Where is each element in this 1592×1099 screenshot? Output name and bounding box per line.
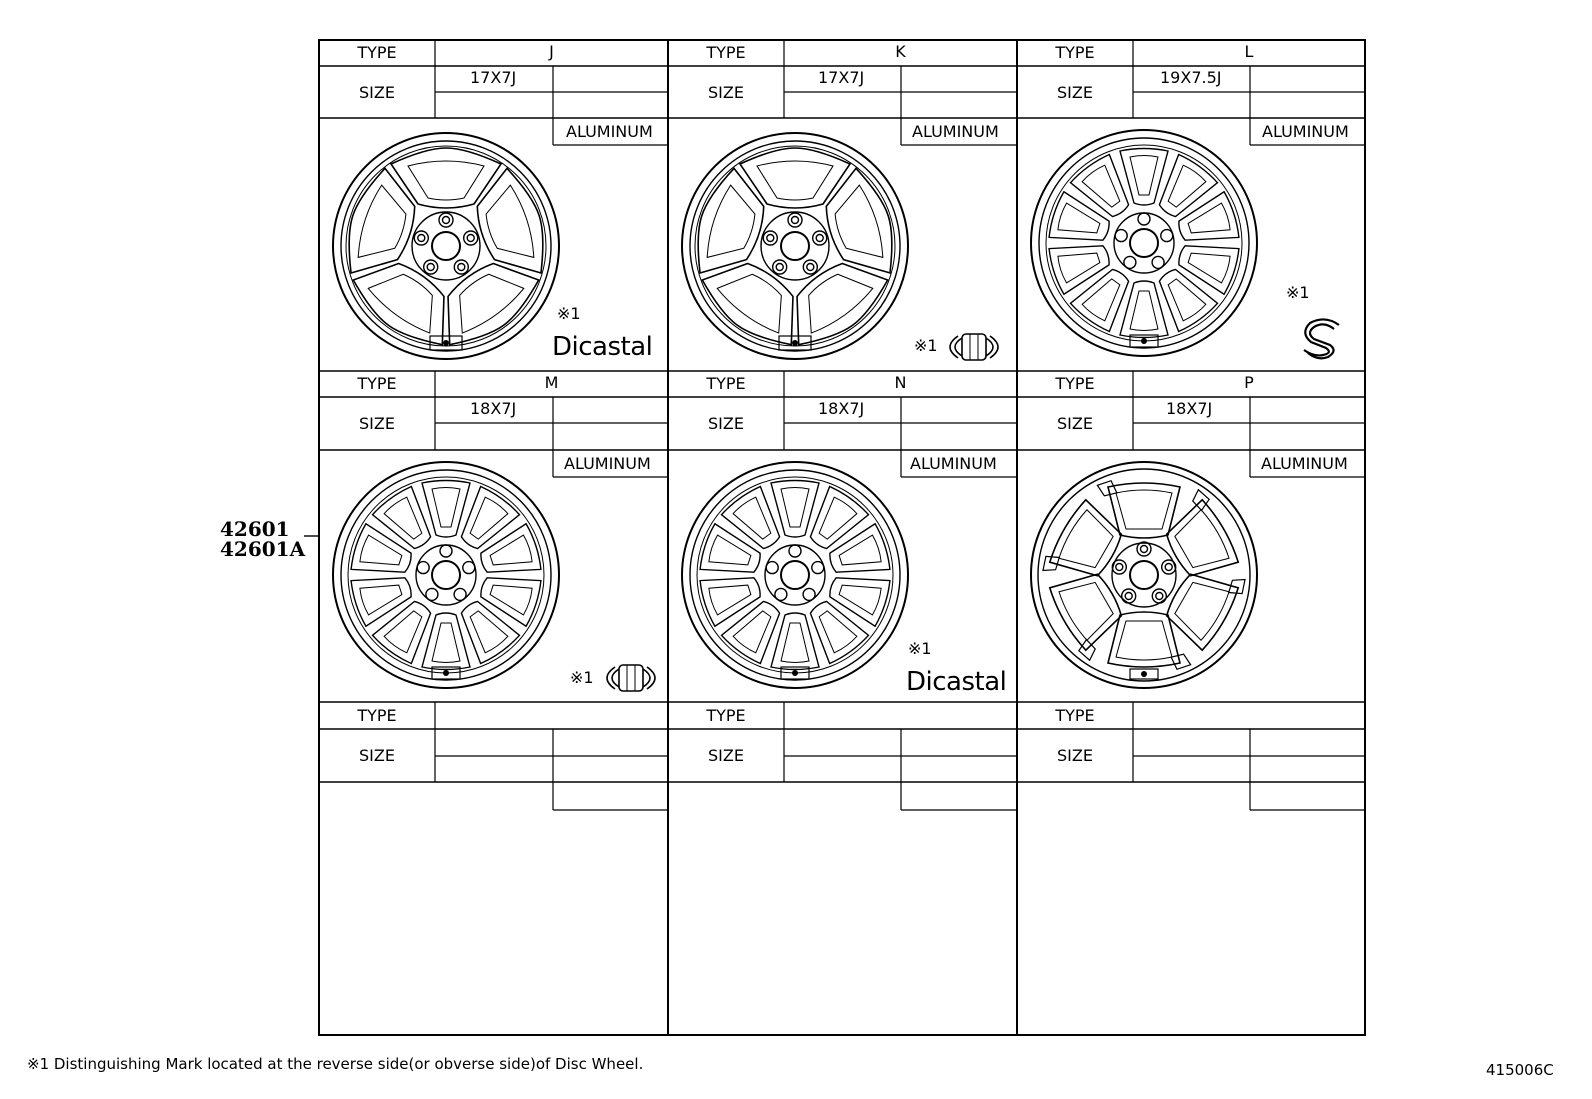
type-value-p: P (1244, 373, 1254, 392)
part-number-42601a: 42601A (220, 537, 306, 561)
type-value-n: N (894, 373, 907, 392)
type-value-m: M (544, 373, 559, 392)
dicastal-brand-logo: Dicastal (906, 667, 1007, 697)
type-label: TYPE (357, 706, 397, 725)
size-value-m: 18X7J (470, 399, 517, 418)
material-l: ALUMINUM (1262, 122, 1349, 141)
type-label: TYPE (1055, 43, 1095, 62)
type-label: TYPE (706, 43, 746, 62)
type-label: TYPE (1055, 374, 1095, 393)
tpms-valve-icon (607, 665, 655, 691)
footnote-mark: ※1 (908, 639, 932, 658)
wheel-l-drawing (1031, 130, 1257, 356)
type-label: TYPE (706, 374, 746, 393)
size-label: SIZE (1057, 746, 1093, 765)
material-j: ALUMINUM (566, 122, 653, 141)
size-label: SIZE (708, 746, 744, 765)
dicastal-brand-logo: Dicastal (552, 332, 653, 362)
footnote-mark: ※1 (557, 304, 581, 323)
tpms-valve-icon (950, 334, 998, 360)
part-number-42601: 42601 (220, 517, 290, 541)
s-logo-icon (1304, 319, 1339, 358)
size-label: SIZE (359, 83, 395, 102)
type-label: TYPE (357, 43, 397, 62)
type-value-l: L (1244, 42, 1254, 61)
footnote-mark: ※1 (914, 336, 938, 355)
size-label: SIZE (359, 414, 395, 433)
size-value-n: 18X7J (818, 399, 865, 418)
size-value-p: 18X7J (1166, 399, 1213, 418)
size-value-l: 19X7.5J (1160, 68, 1222, 87)
size-label: SIZE (1057, 414, 1093, 433)
footnote-mark: ※1 (570, 668, 594, 687)
material-n: ALUMINUM (910, 454, 997, 473)
wheel-j-drawing (333, 133, 559, 359)
type-value-k: K (895, 42, 906, 61)
material-m: ALUMINUM (564, 454, 651, 473)
material-p: ALUMINUM (1261, 454, 1348, 473)
footnote-mark: ※1 (1286, 283, 1310, 302)
wheel-m-drawing (333, 462, 559, 688)
type-label: TYPE (1055, 706, 1095, 725)
size-label: SIZE (1057, 83, 1093, 102)
size-label: SIZE (708, 414, 744, 433)
wheel-p-drawing (1031, 462, 1257, 688)
material-k: ALUMINUM (912, 122, 999, 141)
footnote-text: ※1 Distinguishing Mark located at the reverse side(or obverse side)of Disc Wheel. (27, 1055, 644, 1073)
type-label: TYPE (357, 374, 397, 393)
wheel-n-drawing (682, 462, 908, 688)
diagram-code: 415006C (1486, 1061, 1554, 1079)
size-label: SIZE (708, 83, 744, 102)
type-value-j: J (549, 42, 554, 61)
type-label: TYPE (706, 706, 746, 725)
size-value-j: 17X7J (470, 68, 517, 87)
size-value-k: 17X7J (818, 68, 865, 87)
size-label: SIZE (359, 746, 395, 765)
wheel-k-drawing (682, 133, 908, 359)
